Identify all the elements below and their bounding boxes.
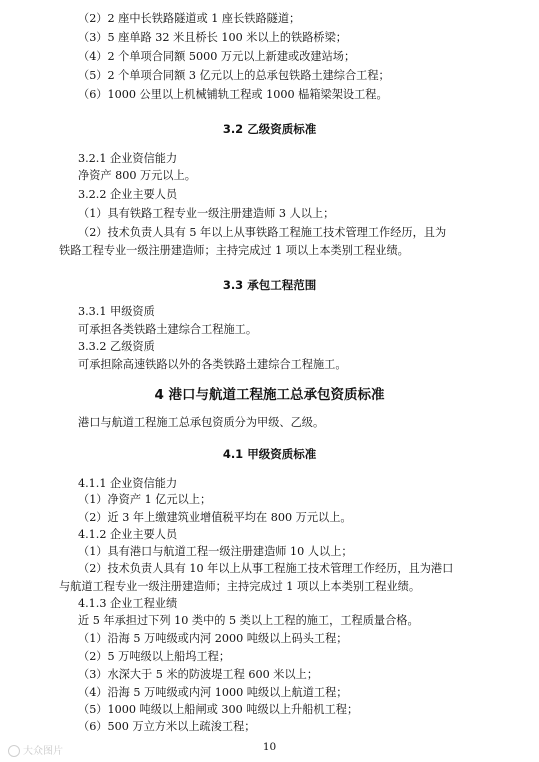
- page-number: 10: [262, 741, 277, 753]
- text-line: （3）5 座单路 32 米且桥长 100 米以上的铁路桥梁；: [78, 31, 347, 44]
- text-line: （5）1000 吨级以上船闸或 300 吨级以上升船机工程；: [78, 703, 359, 716]
- text-line: （3）水深大于 5 米的防波堤工程 600 米以上；: [78, 668, 319, 681]
- section-heading-3-2: 3.2 乙级资质标准: [222, 122, 317, 136]
- text-line: （1）具有港口与航道工程一级注册建造师 10 人以上；: [78, 545, 353, 558]
- text-line: 净资产 800 万元以上。: [78, 169, 196, 182]
- text-line: 港口与航道工程施工总承包资质分为甲级、乙级。: [78, 416, 325, 429]
- text-line: 3.3.1 甲级资质: [78, 305, 155, 318]
- text-line: （6）500 万立方米以上疏浚工程；: [78, 720, 256, 733]
- watermark: [8, 742, 63, 757]
- text-line: 铁路工程专业一级注册建造师；主持完成过 1 项以上本类别工程业绩。: [59, 244, 409, 257]
- text-line: 3.3.2 乙级资质: [78, 340, 155, 353]
- chapter-heading-4: 4 港口与航道工程施工总承包资质标准: [154, 387, 385, 403]
- text-line: （4）2 个单项合同额 5000 万元以上新建或改建站场；: [78, 50, 356, 63]
- text-line: （2）2 座中长铁路隧道或 1 座长铁路隧道；: [78, 12, 301, 25]
- text-line: （1）沿海 5 万吨级或内河 2000 吨级以上码头工程；: [78, 632, 348, 645]
- text-line: （5）2 个单项合同额 3 亿元以上的总承包铁路土建综合工程；: [78, 69, 390, 82]
- text-line: （2）近 3 年上缴建筑业增值税平均在 800 万元以上。: [78, 511, 352, 524]
- text-line: （4）沿海 5 万吨级或内河 1000 吨级以上航道工程；: [78, 686, 348, 699]
- text-line: 可承担各类铁路土建综合工程施工。: [78, 323, 258, 336]
- section-heading-3-3: 3.3 承包工程范围: [222, 278, 317, 292]
- watermark-icon: [8, 745, 20, 757]
- text-line: 近 5 年承担过下列 10 类中的 5 类以上工程的施工，工程质量合格。: [78, 614, 419, 627]
- text-line: 4.1.1 企业资信能力: [78, 477, 178, 490]
- text-line: （2）5 万吨级以上船坞工程；: [78, 650, 231, 663]
- text-line: 与航道工程专业一级注册建造师；主持完成过 1 项以上本类别工程业绩。: [59, 580, 421, 593]
- text-line: （6）1000 公里以上机械铺轨工程或 1000 榀箱梁架设工程。: [78, 88, 388, 101]
- text-line: （1）净资产 1 亿元以上；: [78, 493, 212, 506]
- text-line: （1）具有铁路工程专业一级注册建造师 3 人以上；: [78, 207, 335, 220]
- text-line: （2）技术负责人具有 5 年以上从事铁路工程施工技术管理工作经历，且为: [78, 226, 447, 239]
- watermark-text: 大众图片: [23, 746, 63, 757]
- text-line: 4.1.3 企业工程业绩: [78, 597, 178, 610]
- text-line: 4.1.2 企业主要人员: [78, 528, 178, 541]
- section-heading-4-1: 4.1 甲级资质标准: [222, 447, 317, 461]
- text-line: （2）技术负责人具有 10 年以上从事工程施工技术管理工作经历，且为港口: [78, 562, 454, 575]
- text-line: 3.2.2 企业主要人员: [78, 188, 178, 201]
- text-line: 3.2.1 企业资信能力: [78, 152, 178, 165]
- text-line: 可承担除高速铁路以外的各类铁路土建综合工程施工。: [78, 358, 347, 371]
